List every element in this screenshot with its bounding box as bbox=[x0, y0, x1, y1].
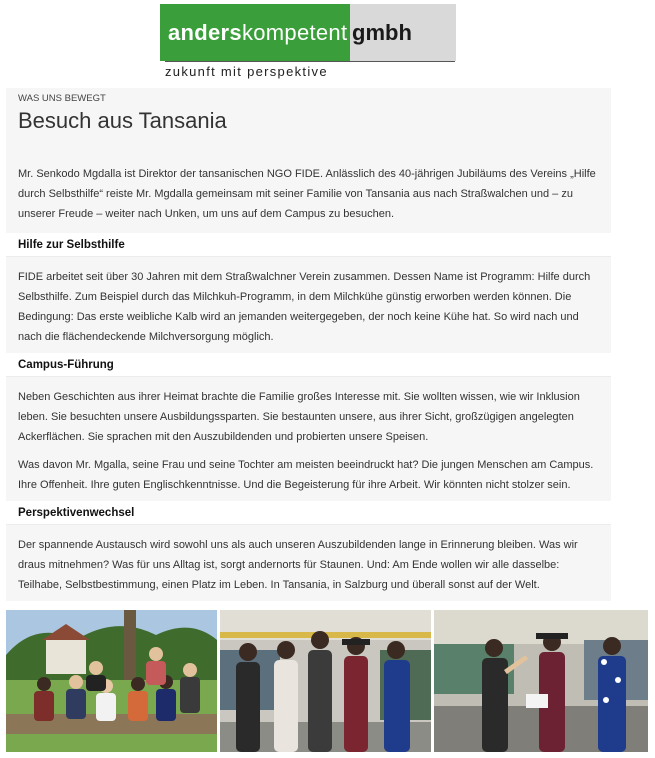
section-heading: Hilfe zur Selbsthilfe bbox=[6, 235, 611, 257]
article bbox=[6, 88, 611, 601]
company-logo bbox=[160, 4, 456, 61]
logo-word-anders: anders bbox=[168, 19, 242, 45]
section-heading: Campus-Führung bbox=[6, 355, 611, 377]
section-paragraph: Was davon Mr. Mgalla, seine Frau und seine Tochter am meisten beeindruckt hat? Die jungen Menschen am Campus. Ihre Offenheit. Ihre guten Englischkenntnisse. Und die Begeisterung für ihre Arbeit. Wir könnten nicht stolzer sein. bbox=[18, 459, 594, 491]
article-kicker: WAS UNS BEWEGT bbox=[18, 93, 106, 104]
logo-tagline: zukunft mit perspektive bbox=[165, 61, 455, 81]
section-paragraph: FIDE arbeitet seit über 30 Jahren mit dem Straßwalchner Verein zusammen. Dessen Name ist Programm: Hilfe durch Selbsthilfe. Zum Beispiel durch das Milchkuh-Programm, in dem Milchkühe günstig erworben werden können. Die Bedingung: Das erste weibliche Kalb wird an jemanden weitergegeben, der noch keine Kühe hat. So wird nach und nach die flächendeckende Milchversorgung möglich. bbox=[18, 271, 591, 343]
group-outdoor-photo[interactable] bbox=[6, 610, 217, 752]
article-intro: Mr. Senkodo Mgdalla ist Direktor der tansanischen NGO FIDE. Anlässlich des 40-jährigen Jubiläums des Vereins „Hilfe durch Selbsthilfe“ reiste Mr. Mgdalla gemeinsam mit seiner Familie von Tansania aus nach Straßwalchen und – zu unserer Freude – weiter nach Unken, um uns auf dem Campus zu besuchen. bbox=[18, 168, 596, 220]
logo-grey-panel bbox=[350, 4, 456, 61]
section-campus-fuehrung bbox=[6, 355, 611, 501]
section-perspektivenwechsel bbox=[6, 503, 611, 601]
section-body bbox=[18, 387, 599, 495]
group-workshop-photo[interactable] bbox=[220, 610, 431, 752]
article-header bbox=[6, 88, 611, 233]
article-title: Besuch aus Tansania bbox=[18, 108, 227, 133]
section-paragraph: Der spannende Austausch wird sowohl uns als auch unseren Auszubildenden lange in Erinnerung bleiben. Was wir draus mitnehmen? Was für uns Alltag ist, sorgt andernorts für Staunen. Und: Am Ende wollen wir alle dasselbe: Teilhabe, Selbstbestimmung, einen Platz im Leben. In Tansania, in Salzburg und überall sonst auf der Welt. bbox=[18, 539, 578, 591]
logo-green-panel bbox=[160, 4, 350, 61]
logo-word-gmbh: gmbh bbox=[352, 19, 412, 45]
section-heading: Perspektivenwechsel bbox=[6, 503, 611, 525]
logo-word-kompetent: kompetent bbox=[241, 19, 348, 45]
section-paragraph: Neben Geschichten aus ihrer Heimat brachte die Familie großes Interesse mit. Sie wollten wissen, wie wir Inklusion leben. Sie besuchten unsere Ausbildungssparten. Sie bestaunten unsere, aus ihrer Sicht, großzügigen angelegten Ackerflächen. Sie sprachen mit den Auszubildenden und probierten unsere Speisen. bbox=[18, 391, 580, 443]
section-body bbox=[18, 535, 599, 595]
section-hilfe-zur-selbsthilfe bbox=[6, 235, 611, 353]
photo-strip bbox=[6, 610, 648, 752]
workshop-demonstration-photo[interactable] bbox=[434, 610, 648, 752]
section-body bbox=[18, 267, 599, 347]
